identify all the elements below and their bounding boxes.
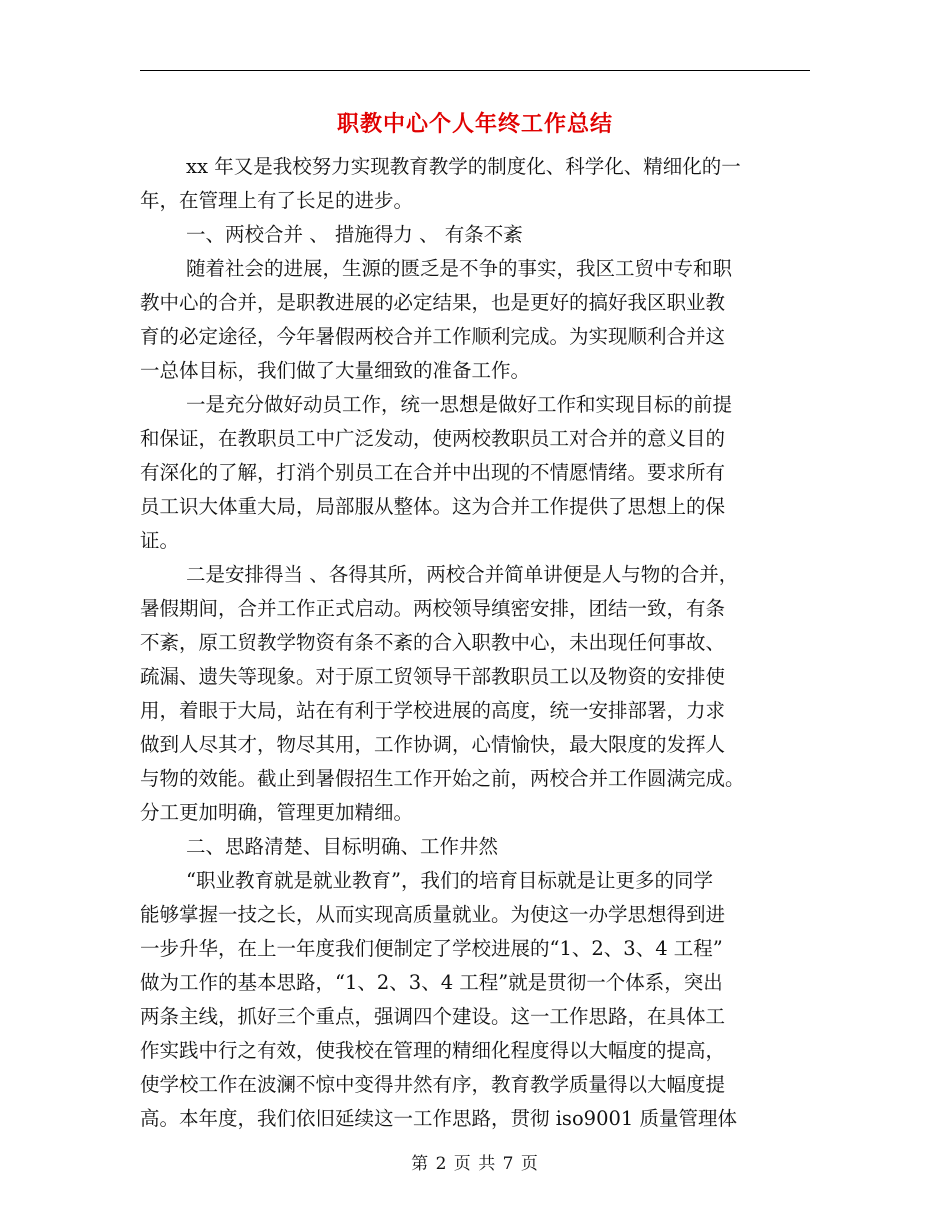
text-line: 用，着眼于大局，站在有利于学校进展的高度，统一安排部署，力求 [140, 699, 726, 722]
text-line: 一步升华，在上一年度我们便制定了学校进展的“1、2、3、4 工程” [140, 937, 723, 960]
text-line: 育的必定途径，今年暑假两校合并工作顺利完成。为实现顺利合并这 [140, 325, 726, 348]
text-line: 教中心的合并，是职教进展的必定结果，也是更好的搞好我区职业教 [140, 291, 726, 314]
document-title: 职教中心个人年终工作总结 [336, 111, 613, 137]
text-line: 一、两校合并 、 措施得力 、 有条不紊 [186, 223, 523, 246]
text-line: 做为工作的基本思路，“1、2、3、4 工程”就是贯彻一个体系，突出 [140, 971, 723, 994]
text-line: 证。 [140, 529, 180, 552]
text-line: 有深化的了解，打消个别员工在合并中出现的不情愿情绪。要求所有 [140, 461, 726, 484]
text-line: 两条主线，抓好三个重点，强调四个建设。这一工作思路，在具体工 [140, 1005, 726, 1028]
text-line: 能够掌握一技之长，从而实现高质量就业。为使这一办学思想得到进 [140, 903, 726, 926]
text-line: 和保证，在教职员工中广泛发动，使两校教职员工对合并的意义目的 [140, 427, 726, 450]
text-line: 员工识大体重大局，局部服从整体。这为合并工作提供了思想上的保 [140, 495, 726, 518]
text-line: “职业教育就是就业教育”，我们的培育目标就是让更多的同学 [186, 869, 713, 892]
text-line: 不紊，原工贸教学物资有条不紊的合入职教中心，未出现任何事故、 [140, 631, 726, 654]
text-line: 分工更加明确，管理更加精细。 [140, 801, 414, 824]
text-line: 暑假期间，合并工作正式启动。两校领导缜密安排，团结一致，有条 [140, 597, 726, 620]
text-line: 高。本年度，我们依旧延续这一工作思路，贯彻 iso9001 质量管理体 [140, 1107, 738, 1130]
text-line: 使学校工作在波澜不惊中变得井然有序，教育教学质量得以大幅度提 [140, 1073, 726, 1096]
text-line: 疏漏、遗失等现象。对于原工贸领导干部教职员工以及物资的安排使 [140, 665, 726, 688]
text-line: 做到人尽其才，物尽其用，工作协调，心情愉快，最大限度的发挥人 [140, 733, 726, 756]
text-line: 一是充分做好动员工作，统一思想是做好工作和实现目标的前提 [186, 393, 733, 416]
text-line: 与物的效能。截止到暑假招生工作开始之前，两校合并工作圆满完成。 [140, 767, 745, 790]
header-rule [140, 70, 810, 71]
text-line: 二是安排得当 、各得其所，两校合并简单讲便是人与物的合并， [186, 563, 739, 586]
page-number-footer: 第 2 页 共 7 页 [411, 1154, 539, 1174]
text-line: 年，在管理上有了长足的进步。 [140, 189, 414, 212]
text-line: 二、思路清楚、目标明确、工作井然 [186, 835, 499, 858]
document-body [140, 150, 810, 1136]
text-line: 作实践中行之有效，使我校在管理的精细化程度得以大幅度的提高， [140, 1039, 726, 1062]
text-line: xx 年又是我校努力实现教育教学的制度化、科学化、精细化的一 [186, 155, 741, 178]
text-line: 一总体目标，我们做了大量细致的准备工作。 [140, 359, 531, 382]
text-line: 随着社会的进展，生源的匮乏是不争的事实，我区工贸中专和职 [186, 257, 733, 280]
